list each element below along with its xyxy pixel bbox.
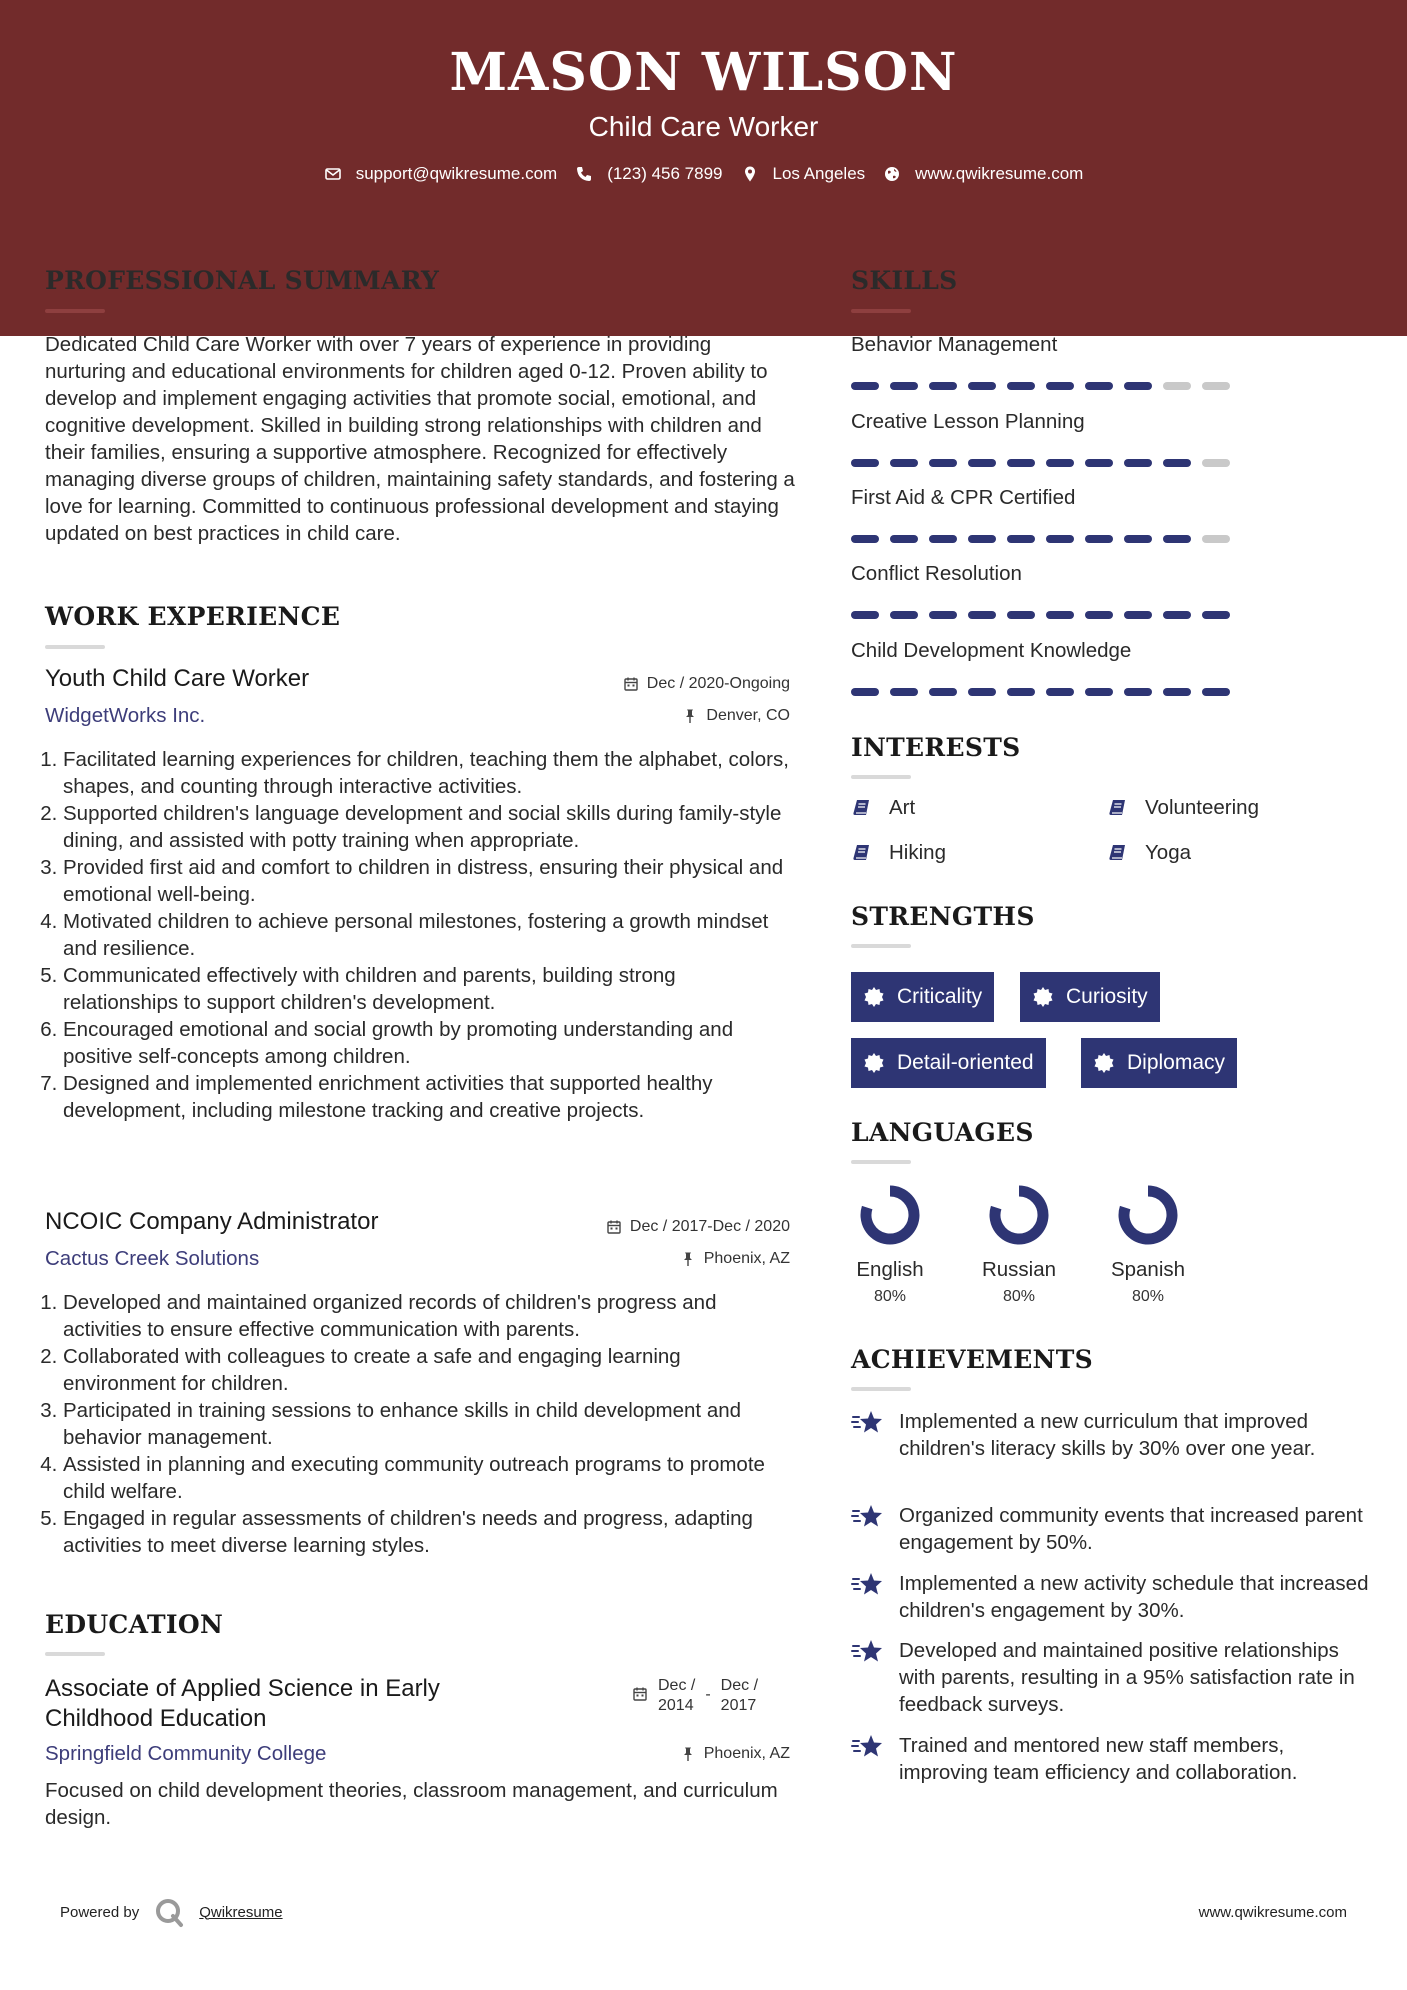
language-gauge-arc: [1124, 1191, 1172, 1239]
list-item: 2. Collaborated with colleagues to create a safe and engaging learning environment for children.: [63, 1343, 795, 1397]
skill-dot: [1007, 535, 1035, 543]
skill-dot: [1124, 535, 1152, 543]
skills-rule: [851, 309, 911, 313]
experience-rule: [45, 645, 105, 649]
candidate-name: MASON WILSON: [449, 42, 958, 103]
education-dates: [632, 1676, 758, 1716]
education-description: Focused on child development theories, classroom management, and curriculum design.: [45, 1779, 778, 1829]
language-item: [840, 1184, 940, 1306]
star-icon: [851, 1637, 885, 1667]
skill-dot: [1163, 382, 1191, 390]
interest-item: [1107, 796, 1259, 820]
degree-line-2: Childhood Education: [45, 1705, 267, 1732]
job-dates-text: Dec / 2017-Dec / 2020: [629, 1218, 790, 1235]
interests-rule: [851, 775, 911, 779]
skill-name: Behavior Management: [851, 333, 1058, 356]
skill-dot: [968, 688, 996, 696]
skill-rating: [851, 382, 1230, 390]
degree-title: [45, 1674, 440, 1734]
resume-header: [0, 38, 1407, 184]
language-item: [1098, 1184, 1198, 1306]
job-title: Youth Child Care Worker: [45, 665, 310, 692]
skill-dot: [1046, 611, 1074, 619]
skill-dot: [890, 611, 918, 619]
summary-rule: [45, 309, 105, 313]
website-text: www.qwikresume.com: [915, 164, 1084, 183]
end-year: 2017: [720, 1697, 757, 1714]
school-name: Springfield Community College: [45, 1742, 327, 1765]
strength-label: Diplomacy: [1127, 1051, 1226, 1074]
skill-rating: [851, 535, 1230, 543]
start-month: Dec /: [658, 1677, 696, 1694]
star-icon: [851, 1502, 885, 1532]
skill-dot: [1085, 688, 1113, 696]
start-year: 2014: [658, 1697, 694, 1714]
badge-icon: [863, 1052, 885, 1074]
list-item: 2. Supported children's language development and social skills during family-style dining, and assisted with potty training when appropriate.: [63, 800, 795, 854]
interest-item: [851, 796, 915, 820]
skill-dot: [1124, 611, 1152, 619]
skill-name: First Aid & CPR Certified: [851, 486, 1076, 509]
job-dates: [500, 1218, 790, 1236]
skill-dot: [890, 688, 918, 696]
email-text: support@qwikresume.com: [355, 164, 558, 183]
skill-name: Conflict Resolution: [851, 562, 1022, 585]
skill-dot: [929, 688, 957, 696]
pushpin-icon: [680, 1746, 696, 1762]
skill-dot: [851, 459, 879, 467]
languages-heading: LANGUAGES: [851, 1118, 1034, 1147]
skill-dot: [929, 535, 957, 543]
skill-dot: [1202, 535, 1230, 543]
list-item: 5. Engaged in regular assessments of children's needs and progress, adapting activities to meet diverse learning styles.: [63, 1505, 795, 1559]
skills-heading: SKILLS: [851, 266, 958, 295]
skill-dot: [851, 611, 879, 619]
job-location: [500, 707, 790, 725]
achievements-rule: [851, 1387, 911, 1391]
date-separator: -: [705, 1686, 711, 1703]
list-item: 3. Participated in training sessions to enhance skills in child development and behavior management.: [63, 1397, 795, 1451]
language-gauge-arc: [995, 1191, 1043, 1239]
skill-dot: [1007, 382, 1035, 390]
job-dates: [500, 675, 790, 693]
skill-name: Child Development Knowledge: [851, 639, 1132, 662]
star-icon: [851, 1732, 885, 1762]
skill-dot: [968, 382, 996, 390]
contact-bar: [0, 164, 1407, 184]
job-responsibilities: [45, 1289, 795, 1559]
skill-dot: [1163, 688, 1191, 696]
globe-icon: [883, 165, 901, 183]
envelope-icon: [324, 165, 342, 183]
language-level: 80%: [1002, 1288, 1036, 1305]
strength-label: Detail-oriented: [897, 1051, 1034, 1074]
job-location-text: Denver, CO: [706, 707, 790, 724]
skill-dot: [1202, 611, 1230, 619]
phone-text: (123) 456 7899: [607, 164, 723, 183]
contact-website[interactable]: [883, 164, 1083, 184]
job-responsibilities: [45, 746, 795, 1124]
skill-dot: [1085, 611, 1113, 619]
achievement-item: [851, 1502, 1371, 1556]
skill-dot: [890, 535, 918, 543]
achievement-item: [851, 1732, 1371, 1786]
language-level: 80%: [873, 1288, 907, 1305]
skill-dot: [1163, 611, 1191, 619]
list-item: 4. Motivated children to achieve personal milestones, fostering a growth mindset and resilience.: [63, 908, 795, 962]
skill-dot: [851, 535, 879, 543]
interest-label: Hiking: [889, 841, 946, 864]
badge-icon: [1093, 1052, 1115, 1074]
end-month: Dec /: [720, 1677, 759, 1694]
language-gauge: [1117, 1184, 1179, 1246]
skill-dot: [929, 382, 957, 390]
list-item: 1. Developed and maintained organized records of children's progress and activities to ensure effective communication with parents.: [63, 1289, 795, 1343]
education-rule: [45, 1652, 105, 1656]
book-icon: [851, 797, 873, 819]
strength-tag: [1081, 1038, 1237, 1088]
skill-dot: [968, 535, 996, 543]
interest-label: Yoga: [1145, 841, 1191, 864]
interests-heading: INTERESTS: [851, 733, 1021, 762]
skill-dot: [890, 382, 918, 390]
skill-dot: [1202, 459, 1230, 467]
skill-dot: [1007, 611, 1035, 619]
calendar-icon: [632, 1686, 648, 1702]
language-gauge-arc: [866, 1191, 914, 1239]
skill-dot: [929, 611, 957, 619]
interest-label: Art: [889, 796, 916, 819]
strength-tag: [851, 972, 994, 1022]
strength-tag: [1020, 972, 1160, 1022]
powered-by-label: Powered by: [60, 1903, 140, 1921]
skill-dot: [1202, 688, 1230, 696]
phone-icon: [575, 165, 593, 183]
company-name: Cactus Creek Solutions: [45, 1247, 260, 1270]
skill-rating: [851, 611, 1230, 619]
strengths-rule: [851, 944, 911, 948]
language-name: English: [856, 1258, 924, 1281]
education-start-date: [658, 1676, 695, 1716]
job-location-text: Phoenix, AZ: [703, 1250, 790, 1267]
job-location: [500, 1250, 790, 1268]
achievement-item: [851, 1637, 1371, 1718]
summary-text: Dedicated Child Care Worker with over 7 years of experience in providing nurturing and educational environments for children aged 0-12. Proven ability to develop and implement engaging activities that promote social, emotional, and cognitive development. Skilled in building strong relationships with children and their families, ensuring a supportive atmosphere. Recognized for effectively managing diverse groups of children, maintaining safety standards, and fostering a love for learning. Committed to continuous professional development and staying updated on best practices in child care.: [45, 333, 795, 545]
skill-dot: [1202, 382, 1230, 390]
skill-dot: [1007, 688, 1035, 696]
skill-rating: [851, 688, 1230, 696]
skill-dot: [1085, 459, 1113, 467]
list-item: 6. Encouraged emotional and social growth by promoting understanding and positive self-concepts among children.: [63, 1016, 795, 1070]
list-item: 1. Facilitated learning experiences for children, teaching them the alphabet, colors, shapes, and counting through interactive activities.: [63, 746, 795, 800]
education-heading: EDUCATION: [45, 1610, 224, 1639]
skill-dot: [929, 459, 957, 467]
list-item: 7. Designed and implemented enrichment activities that supported healthy development, including milestone tracking and creative projects.: [63, 1070, 795, 1124]
pushpin-icon: [680, 1251, 696, 1267]
book-icon: [1107, 797, 1129, 819]
map-pin-icon: [741, 165, 759, 183]
language-item: [969, 1184, 1069, 1306]
interest-item: [1107, 841, 1191, 865]
language-gauge: [859, 1184, 921, 1246]
badge-icon: [1032, 986, 1054, 1008]
skill-dot: [1007, 459, 1035, 467]
skill-rating: [851, 459, 1230, 467]
calendar-icon: [606, 1219, 622, 1235]
education-location: [500, 1745, 790, 1763]
achievement-text: Trained and mentored new staff members, improving team efficiency and collaboration.: [899, 1734, 1298, 1784]
education-end-date: [721, 1676, 758, 1716]
achievement-text: Implemented a new curriculum that improved children's literacy skills by 30% over one year.: [899, 1410, 1316, 1460]
interest-item: [851, 841, 946, 865]
footer-site-link[interactable]: www.qwikresume.com: [1198, 1904, 1347, 1921]
calendar-icon: [623, 676, 639, 692]
skill-dot: [890, 459, 918, 467]
skill-dot: [1046, 382, 1074, 390]
achievement-text: Organized community events that increased parent engagement by 50%.: [899, 1504, 1363, 1554]
skill-dot: [968, 459, 996, 467]
degree-line-1: Associate of Applied Science in Early: [45, 1675, 440, 1702]
strength-label: Curiosity: [1066, 985, 1148, 1008]
book-icon: [1107, 842, 1129, 864]
skill-dot: [1124, 382, 1152, 390]
contact-email[interactable]: [324, 164, 558, 184]
skill-name: Creative Lesson Planning: [851, 410, 1085, 433]
achievements-heading: ACHIEVEMENTS: [851, 1345, 1093, 1374]
achievement-item: [851, 1570, 1371, 1624]
book-icon: [851, 842, 873, 864]
list-item: 4. Assisted in planning and executing community outreach programs to promote child welfare.: [63, 1451, 795, 1505]
skill-dot: [1124, 459, 1152, 467]
star-icon: [851, 1408, 885, 1438]
skill-dot: [1124, 688, 1152, 696]
job-dates-text: Dec / 2020-Ongoing: [646, 675, 790, 692]
education-location-text: Phoenix, AZ: [703, 1745, 790, 1762]
achievement-text: Developed and maintained positive relationships with parents, resulting in a 95% satisfaction rate in feedback surveys.: [899, 1639, 1355, 1716]
strengths-heading: STRENGTHS: [851, 902, 1035, 931]
skill-dot: [1163, 459, 1191, 467]
experience-heading: WORK EXPERIENCE: [45, 602, 341, 631]
qwikresume-link[interactable]: Qwikresume: [199, 1903, 283, 1921]
contact-phone[interactable]: [575, 164, 722, 184]
skill-dot: [968, 611, 996, 619]
contact-location: [741, 164, 866, 184]
job-title: NCOIC Company Administrator: [45, 1208, 379, 1235]
strength-tag: [851, 1038, 1046, 1088]
strength-label: Criticality: [897, 985, 983, 1008]
skill-dot: [1046, 688, 1074, 696]
qwikresume-logo-icon: [153, 1896, 185, 1928]
skill-dot: [1085, 535, 1113, 543]
location-text: Los Angeles: [772, 164, 866, 183]
language-name: Spanish: [1110, 1258, 1186, 1281]
skill-dot: [851, 382, 879, 390]
achievement-item: [851, 1408, 1371, 1462]
interest-label: Volunteering: [1145, 796, 1259, 819]
list-item: 3. Provided first aid and comfort to children in distress, ensuring their physical and emotional well-being.: [63, 854, 795, 908]
star-icon: [851, 1570, 885, 1600]
candidate-role: Child Care Worker: [588, 111, 819, 142]
language-level: 80%: [1131, 1288, 1165, 1305]
summary-heading: PROFESSIONAL SUMMARY: [45, 266, 440, 295]
badge-icon: [863, 986, 885, 1008]
skill-dot: [1046, 459, 1074, 467]
skill-dot: [1046, 535, 1074, 543]
company-name: WidgetWorks Inc.: [45, 704, 206, 727]
pushpin-icon: [682, 708, 698, 724]
skill-dot: [851, 688, 879, 696]
skill-dot: [1163, 535, 1191, 543]
achievement-text: Implemented a new activity schedule that increased children's engagement by 30%.: [899, 1572, 1369, 1622]
language-name: Russian: [981, 1258, 1057, 1281]
list-item: 5. Communicated effectively with children and parents, building strong relationships to support children's development.: [63, 962, 795, 1016]
languages-rule: [851, 1160, 911, 1164]
footer-powered-by: [60, 1896, 283, 1928]
language-gauge: [988, 1184, 1050, 1246]
skill-dot: [1085, 382, 1113, 390]
